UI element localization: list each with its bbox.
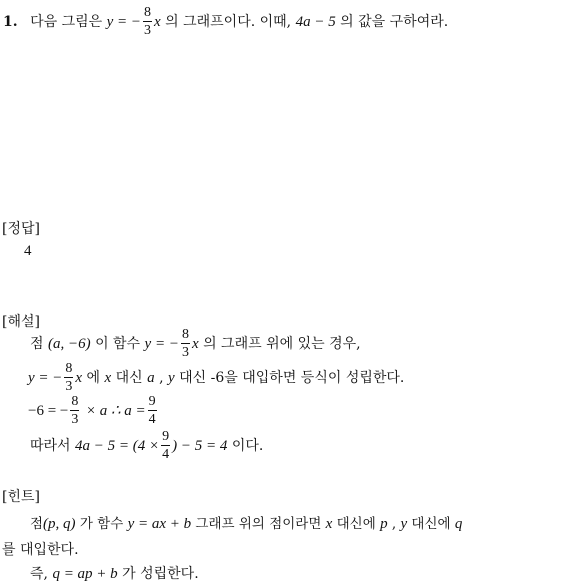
- explanation-line-3: −6 = − $\frac{8}{3}$ × a ∴ a = $\frac{9}{4}$: [28, 394, 156, 427]
- answer-label: [정답]: [2, 221, 40, 237]
- question-expression: 4a − 5: [295, 14, 336, 30]
- question-text-after: 의 그래프이다. 이때,: [165, 14, 292, 30]
- question-text-end: 의 값을 구하여라.: [340, 14, 449, 30]
- question-equation-var: x: [154, 14, 161, 30]
- explanation-line-2: y = − $\frac{8}{3}$ x 에 x 대신 a , y 대신 -6을 대입하면 등식이 성립한다.: [28, 361, 405, 394]
- hint-line-3: 즉, q = ap + b 가 성립한다.: [30, 566, 199, 582]
- hint-label: [힌트]: [2, 489, 40, 505]
- question-fraction: $\frac{8}{3}$: [144, 5, 152, 38]
- question-line: [3, 6, 448, 38]
- answer-value: 4: [24, 243, 32, 259]
- question-equation-lhs: y = −: [106, 14, 142, 30]
- explanation-label: [해설]: [2, 314, 40, 330]
- explanation-line-1: 점 (a, −6) 이 함수 y = − $\frac{8}{3}$ x 의 그래프 위에 있는 경우,: [30, 327, 361, 360]
- question-text-before: 다음 그림은: [30, 14, 103, 30]
- hint-line-1: 점(p, q) 가 함수 y = ax + b 그래프 위의 점이라면 x 대신에 p , y 대신에 q: [30, 516, 463, 532]
- question-number: 1.: [3, 14, 18, 30]
- hint-line-2: 를 대입한다.: [2, 542, 79, 558]
- explanation-line-4: 따라서 4a − 5 = (4 × $\frac{9}{4}$ ) − 5 = 4 이다.: [30, 429, 264, 462]
